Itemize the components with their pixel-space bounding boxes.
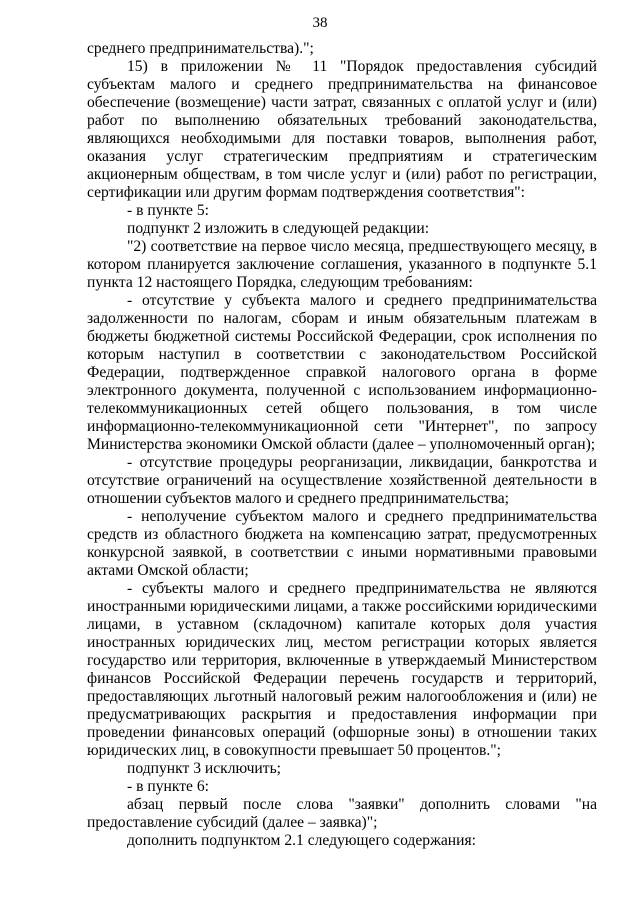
paragraph-subpunkt-2-heading: подпункт 2 изложить в следующей редакции: xyxy=(127,220,430,237)
paragraph-requirement-no-debt: - отсутствие у субъекта малого и среднего предпринимательства задолженности по налогам, сборам и иным обязательным платежам в бюджеты бюджетной системы Российской Федерации, срок исполнения по которым наступил в соответствии с законодательством Российской Федерации, подтвержденное справкой налогового органа в форме электронного документа, полученной с использованием информационно-телекоммуникационных сетей общего пользования, в том числе информационно-телекоммуникационной сети "Интернет", по запросу Министерства экономики Омской области (далее – уполномоченный орган); xyxy=(87,292,597,453)
paragraph-punkt-6: - в пункте 6: xyxy=(127,778,209,795)
paragraph-item-15: 15) в приложении № 11 "Порядок предоставления субсидий субъектам малого и среднего предпринимательства на финансовое обеспечение (возмещение) части затрат, связанных с оплатой услуг и (или) работ по выполнению обязательных требований законодательства, являющихся необходимыми для поставки товаров, выполнения работ, оказания услуг стратегическим предприятиям и стратегическим акционерным обществам, в том числе услуг и (или) работ по регистрации, сертификации или другим формам подтверждения соответствия": xyxy=(87,58,597,201)
paragraph-continuation: среднего предпринимательства)."; xyxy=(87,40,314,57)
paragraph-requirement-not-foreign: - субъекты малого и среднего предпринимательства не являются иностранными юридическими лицами, а также российскими юридическими лицами, в уставном (складочном) капитале которых доля участия иностранных юридических лиц, местом регистрации которых является государство или территория, включенные в утверждаемый Министерством финансов Российской Федерации перечень государств и территорий, предоставляющих льготный налоговый режим налогообложения и (или) не предусматривающих раскрытия и предоставления информации при проведении финансовых операций (офшорные зоны) в отношении таких юридических лиц, в совокупности превышает 50 процентов."; xyxy=(87,580,597,759)
page-number: 38 xyxy=(312,15,328,31)
paragraph-requirement-no-reorganization: - отсутствие процедуры реорганизации, ликвидации, банкротства и отсутствие ограничений на осуществление хозяйственной деятельности в отношении субъектов малого и среднего предпринимательства; xyxy=(87,454,597,507)
document-body xyxy=(87,40,597,850)
paragraph-requirement-no-funding: - неполучение субъектом малого и среднего предпринимательства средств из областного бюджета на компенсацию затрат, предусмотренных конкурсной заявкой, в соответствии с иными нормативными правовыми актами Омской области; xyxy=(87,508,597,579)
paragraph-punkt-5: - в пункте 5: xyxy=(127,202,209,219)
paragraph-subpunkt-3: подпункт 3 исключить; xyxy=(127,760,282,777)
paragraph-abzac-first: абзац первый после слова "заявки" дополнить словами "на предоставление субсидий (далее – заявка)"; xyxy=(87,796,597,831)
paragraph-add-subpunkt-2-1: дополнить подпунктом 2.1 следующего содержания: xyxy=(127,832,476,849)
paragraph-subpunkt-2-text: "2) соответствие на первое число месяца, предшествующего месяцу, в котором планируется заключение соглашения, указанного в подпункте 5.1 пункта 12 настоящего Порядка, следующим требованиям: xyxy=(87,238,597,291)
